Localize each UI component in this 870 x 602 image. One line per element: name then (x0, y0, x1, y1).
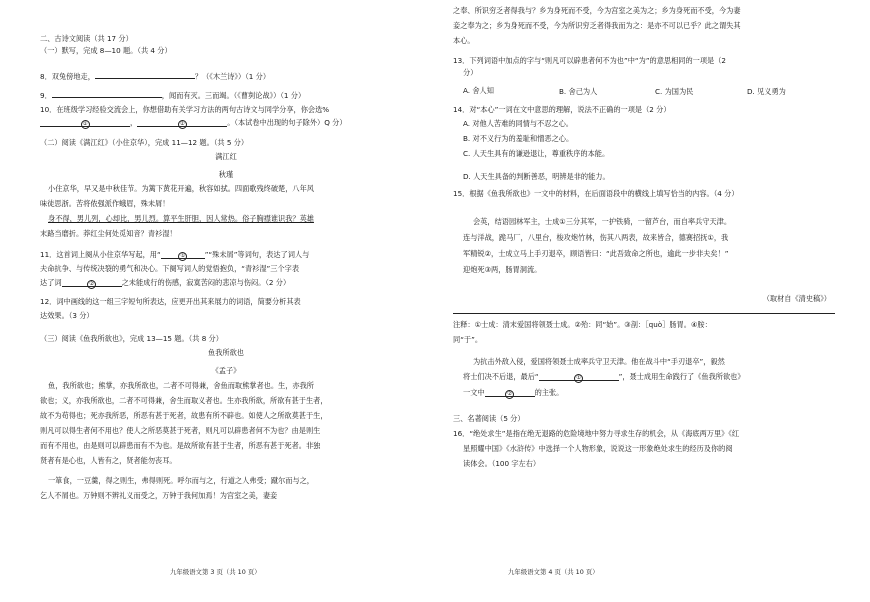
circle-mark-1: ① (81, 120, 90, 129)
quote-line: 迎炮死③两，肠胃洞流。 (463, 265, 542, 274)
circle-mark-1: ① (574, 374, 583, 383)
essay-continued-line: 妾之奉为之；乡为身死而不受，今为所识穷乏者得我而为之：是亦不可以已乎？此之谓失其 (453, 21, 741, 30)
q10-suffix: 。（本试卷中出现的句子除外）Q 分） (227, 118, 347, 127)
q9-prefix: 9． (40, 91, 52, 100)
q11-prefix: 11．这首词上阕从小住京华写起，用“ (40, 250, 161, 259)
question-11-line1 (40, 250, 309, 260)
q11-suffix: ”“殊未屑”等词句，表达了词人与 (204, 250, 310, 259)
essay-line: 贤者有是心也，人皆有之，贤者能勿丧耳。 (40, 456, 177, 465)
right-page (435, 0, 870, 602)
q14-option-d: D. 人天生具备的判断善恶，明辨是非的能力。 (463, 172, 610, 181)
question-16-line3: 读体会。（100 字左右） (463, 459, 541, 468)
essay-line: 则凡可以得生者何不用也？使人之所恶莫甚于死者，则凡可以辟患者何不为也？由是则生 (40, 426, 321, 435)
question-15: 15．根据《鱼我所欲也》一文中的材料，在后面语段中的横线上填写恰当的内容。（4 分） (453, 189, 739, 198)
poem-line: 末路当磨折。莽红尘何处觅知音？青衫湿！ (40, 229, 177, 238)
q11-line3-suffix: 之未能成行的伤感，寂寞苦闷的悲凉与伤闷。（2 分） (121, 278, 291, 287)
answer-blank (161, 250, 205, 259)
q14-option-a: A. 对他人苦难的同情与不忍之心。 (463, 119, 573, 128)
fill-prefix: 一文中 (463, 388, 485, 397)
circle-mark-1: ① (178, 252, 187, 261)
q13-option-a: A. 舍人知 (463, 86, 494, 95)
essay-continued-line: 之奉、所识穷乏者得我与？乡为身死而不受，今为宫室之美为之；乡为身死而不受，今为妻 (453, 6, 741, 15)
essay-line: 一箪食，一豆羹，得之则生，弗得则死。呼尔而与之，行道之人弗受；蹴尔而与之， (48, 476, 314, 485)
section-title: 二、古诗文阅读（共 17 分） (40, 34, 133, 43)
essay-line: 欲也；义，亦我所欲也，二者不可得兼，舍生而取义者也。生亦我所欲，所欲有甚于生者， (40, 396, 328, 405)
question-13: 13．下列词语中加点的字与“则凡可以辟患者何不为也”中“为”的意思相同的一项是（2 (453, 56, 726, 65)
part1-title: （一）默写，完成 8—10 题。（共 4 分） (40, 46, 172, 55)
part3-title: （三）阅读《鱼我所欲也》，完成 13—15 题。（共 8 分） (40, 334, 223, 343)
fill-suffix: ”，聂士成用生命践行了《鱼我所欲也》 (618, 372, 745, 381)
question-16-line2: 星照耀中国》《水浒传》中选择一个人物形象，说说这一形象绝处求生的经历及你的阅 (463, 444, 733, 453)
question-13-line2: 分） (463, 68, 478, 77)
divider (453, 313, 835, 314)
note-line: 同“于”。 (453, 335, 483, 344)
circle-mark-2: ② (178, 120, 187, 129)
question-12-line2: 达效果。（3 分） (40, 311, 94, 320)
essay-title: 鱼我所欲也 (208, 348, 244, 357)
note-line: 注释：①士成：清末爱国将领聂士成。②殆：同“始”。③剖：［quò］肠胃。④胺： (453, 320, 712, 329)
question-9 (40, 89, 305, 101)
essay-line: 鱼，我所欲也；熊掌，亦我所欲也，二者不可得兼，舍鱼而取熊掌者也。生，亦我所 (48, 381, 314, 390)
q13-option-d: D. 见义勇为 (747, 87, 786, 96)
circle-mark-2: ② (505, 390, 514, 399)
fill-suffix: 的主张。 (534, 388, 564, 397)
question-16-line1: 16．“绝处求生”是指在绝无退路的危险境地中努力寻求生存的机会，从《海底两万里》《红 (453, 429, 740, 438)
question-12-line1: 12．词中画线的这一组三字短句所表达，应更开出其来展力的词语，简要分析其表 (40, 297, 301, 306)
question-14: 14．对“本心”一词在文中意思的理解，说法不正确的一项是（2 分） (453, 105, 671, 114)
part3-title-right: 三、名著阅读（5 分） (453, 414, 525, 423)
q9-suffix: ，闻而有灭。三而竭。（《曹刿论战》）（1 分） (161, 91, 306, 100)
question-11-line2: 夫命抗争、与传统决裂的勇气和决心。下阕写词人的觉悟抱负，“青衫湿”三个字表 (40, 264, 300, 273)
fill-line-2 (463, 372, 745, 382)
answer-blank (539, 372, 619, 381)
circle-mark-2: ② (87, 280, 96, 289)
page-footer-left: 九年级语文第 3 页（共 10 页） (170, 568, 261, 576)
answer-blank (485, 388, 535, 397)
poem-line: 小住京华，早又是中秋佳节。为篱下黄花开遍，秋容如拭。四面歌残终破楚，八年风 (48, 184, 314, 193)
essay-line: 乞人不屑也。万钟则不辨礼义而受之，万钟于我何加焉！为宫室之美，妻妾 (40, 491, 278, 500)
answer-blank (137, 118, 227, 127)
page-footer-right: 九年级语文第 4 页（共 10 页） (508, 568, 599, 576)
fill-line-3 (463, 388, 563, 398)
poem-title: 满江红 (215, 152, 237, 161)
q13-option-b: B. 舍己为人 (559, 87, 598, 96)
q14-option-b: B. 对不义行为的羞耻和憎恶之心。 (463, 134, 574, 143)
essay-author: 《孟子》 (211, 366, 241, 375)
part2-title: （二）阅读《满江红》（小住京华），完成 11—12 题。（共 5 分） (40, 138, 249, 147)
question-11-line3 (40, 278, 290, 288)
quote-line: 会英，结语园林军主，士成①三分其军，一护铁骑，一留芦台，而自率兵守天津。 (473, 217, 732, 226)
fill-prefix: 将士们决不后退，最后“ (463, 372, 539, 381)
poem-author: 秋瑾 (218, 170, 234, 179)
answer-blank (52, 89, 162, 98)
q13-option-c: C. 为国为民 (655, 87, 694, 96)
q14-option-c: C. 人天生具有的谦逊退让，尊重秩序的本能。 (463, 149, 610, 158)
poem-line-underlined: 身不得，男儿列，心却比，男儿烈。算平生肝胆，因人常热。俗子胸襟谁识我？英雄 (48, 214, 314, 223)
essay-line: 而有不用也，由是则可以辟患而有不为也。是故所欲有甚于生者，所恶有甚于死者。非独 (40, 441, 321, 450)
answer-blank (95, 70, 195, 79)
quote-source: （取材自《清史稿》） (762, 294, 831, 303)
essay-line: 故不为苟得也；死亦我所恶，所恶有甚于死者，故患有所不辟也。如使人之所欲莫甚于生， (40, 411, 328, 420)
question-8 (40, 70, 270, 82)
q8-prefix: 8．双兔傍地走， (40, 72, 95, 81)
quote-line: 连与洋战，跪马厂，八里台，梭攻炮竹林，伤其八两表，故来皆合，德赛招抚①，我 (463, 233, 729, 242)
answer-blank (62, 278, 122, 287)
answer-blank (40, 118, 130, 127)
fill-line-1: 为抗击外敌入侵，爱国将领聂士成率兵守卫天津。他在战斗中“手刃退卒”，毅然 (473, 357, 725, 366)
essay-continued-line: 本心。 (453, 36, 475, 45)
quote-line: 军精锐②，士成立马上手刃退卒，顾语皆曰：“此吾致命之所也，逾此一步非夫矣！” (463, 249, 729, 258)
question-10-line2: ① ， ② 。（本试卷中出现的句子除外）Q 分） (40, 118, 347, 128)
q11-line3-prefix: 达了词 (40, 278, 62, 287)
question-10-line1: 10．在班级学习经验交流会上，你想借助有关学习方法的两句古诗文与同学分享，你会选% (40, 105, 330, 114)
q8-suffix: ？（《木兰诗》）（1 分） (194, 72, 271, 81)
poem-line: 味徒思浙。苦将侬强派作蛾眉，殊未屑！ (40, 199, 170, 208)
